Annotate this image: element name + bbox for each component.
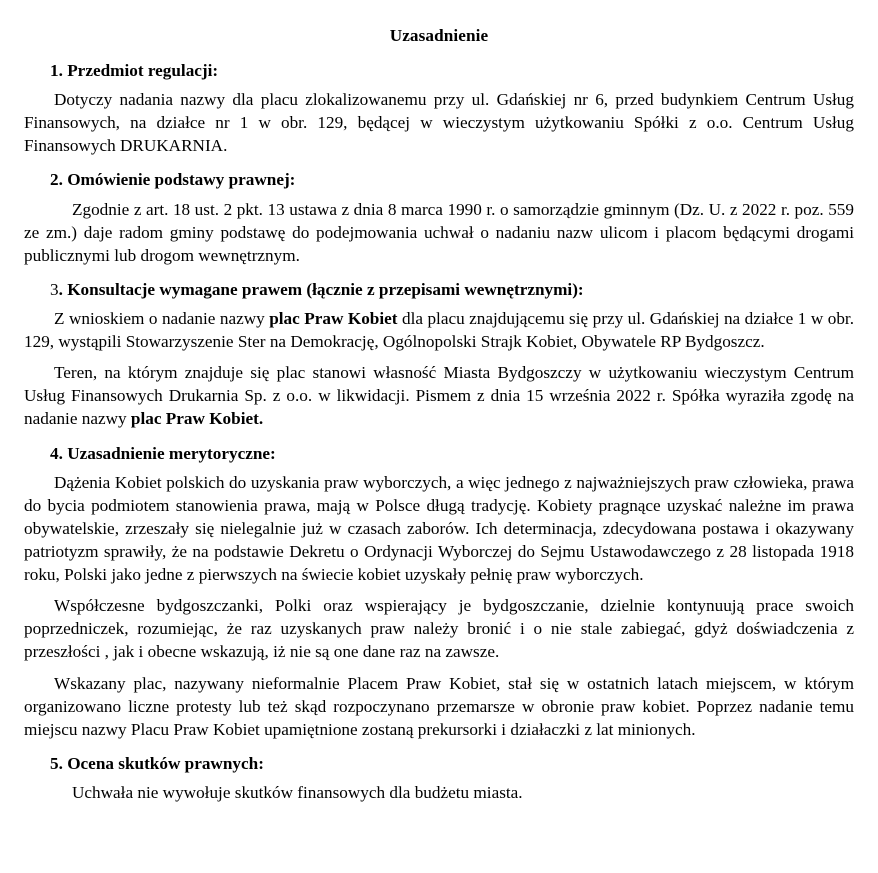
paragraph: Dotyczy nadania nazwy dla placu zlokalizowanemu przy ul. Gdańskiej nr 6, przed budynkiem Centrum Usług Finansowych, na działce nr 1 w obr. 129, będącej w wieczystym użytkowaniu Spółki z o.o. Centrum Usług Finansowych DRUKARNIA.: [24, 90, 854, 156]
emphasis-text: plac Praw Kobiet.: [130, 409, 264, 429]
paragraph: Z wnioskiem o nadanie nazwy plac Praw Kobiet dla placu znajdującemu się przy ul. Gdańskiej na działce 1 w obr. 129, wystąpili Stowarzyszenie Ster na Demokrację, Ogólnopolski Strajk Kobiet, Obywatele RP Bydgoszcz.: [24, 308, 854, 352]
paragraph: Dążenia Kobiet polskich do uzyskania praw wyborczych, a więc jednego z najważniejszych praw człowieka, prawa do bycia podmiotem stanowienia prawa, mają w Polsce długą tradycję. Kobiety pragnące uzyskać należne im prawa obywatelskie, zrzeszały się nielegalnie już w czasach zaborów. Ich determinacja, zdecydowana postawa i okazywany patriotyzm sprawiły, że na podstawie Dekretu o Ordynacji Wyborczej do Sejmu Ustawodawczego z 28 listopada 1918 roku, Polski jako jedne z pierwszych na świecie kobiet uzyskały pełnię praw wyborczych.: [24, 472, 854, 585]
section-heading-text: . Konsultacje wymagane prawem (łącznie z przepisami wewnętrznymi):: [58, 279, 584, 299]
section-heading-1: 1. Przedmiot regulacji:: [50, 61, 219, 81]
paragraph: Współczesne bydgoszczanki, Polki oraz wspierający je bydgoszczanie, dzielnie kontynuują prace swoich poprzedniczek, rozumiejąc, że raz uzyskanych praw należy bronić i o nie stale zabiegać, gdyż doświadczenia z przeszłości , jak i obecne wskazują, iż nie są one dane raz na zawsze.: [24, 596, 854, 662]
paragraph: Uchwała nie wywołuje skutków finansowych dla budżetu miasta.: [72, 783, 523, 803]
paragraph: Zgodnie z art. 18 ust. 2 pkt. 13 ustawa z dnia 8 marca 1990 r. o samorządzie gminnym (Dz. U. z 2022 r. poz. 559 ze zm.) daje radom gminy podstawę do podejmowania uchwał o nadaniu nazw ulicom i placom będącymi drogami publicznymi lub drogom wewnętrznym.: [24, 199, 854, 265]
emphasis-text: plac Praw Kobiet: [269, 308, 398, 328]
paragraph: Wskazany plac, nazywany nieformalnie Placem Praw Kobiet, stał się w ostatnich latach miejscem, w którym organizowano liczne protesty lub też skąd rozpoczynano przemarsze w obronie praw kobiet. Poprzez nadanie temu miejscu nazwy Placu Praw Kobiet upamiętnione zostaną prekursorki i działaczki z lat minionych.: [24, 673, 854, 739]
section-heading-4: 4. Uzasadnienie merytoryczne:: [50, 443, 276, 463]
section-heading-5: 5. Ocena skutków prawnych:: [50, 753, 264, 773]
paragraph: Teren, na którym znajduje się plac stanowi własność Miasta Bydgoszczy w użytkowaniu wieczystym Centrum Usług Finansowych Drukarnia Sp. z o.o. w likwidacji. Pismem z dnia 15 września 2022 r. Spółka wyraziła zgodę na nadanie nazwy plac Praw Kobiet.: [24, 363, 854, 429]
section-heading-2: 2. Omówienie podstawy prawnej:: [50, 170, 296, 190]
section-heading-3: [24, 278, 854, 301]
page-title: Uzasadnienie: [389, 26, 489, 45]
section-number: 3: [50, 279, 59, 299]
